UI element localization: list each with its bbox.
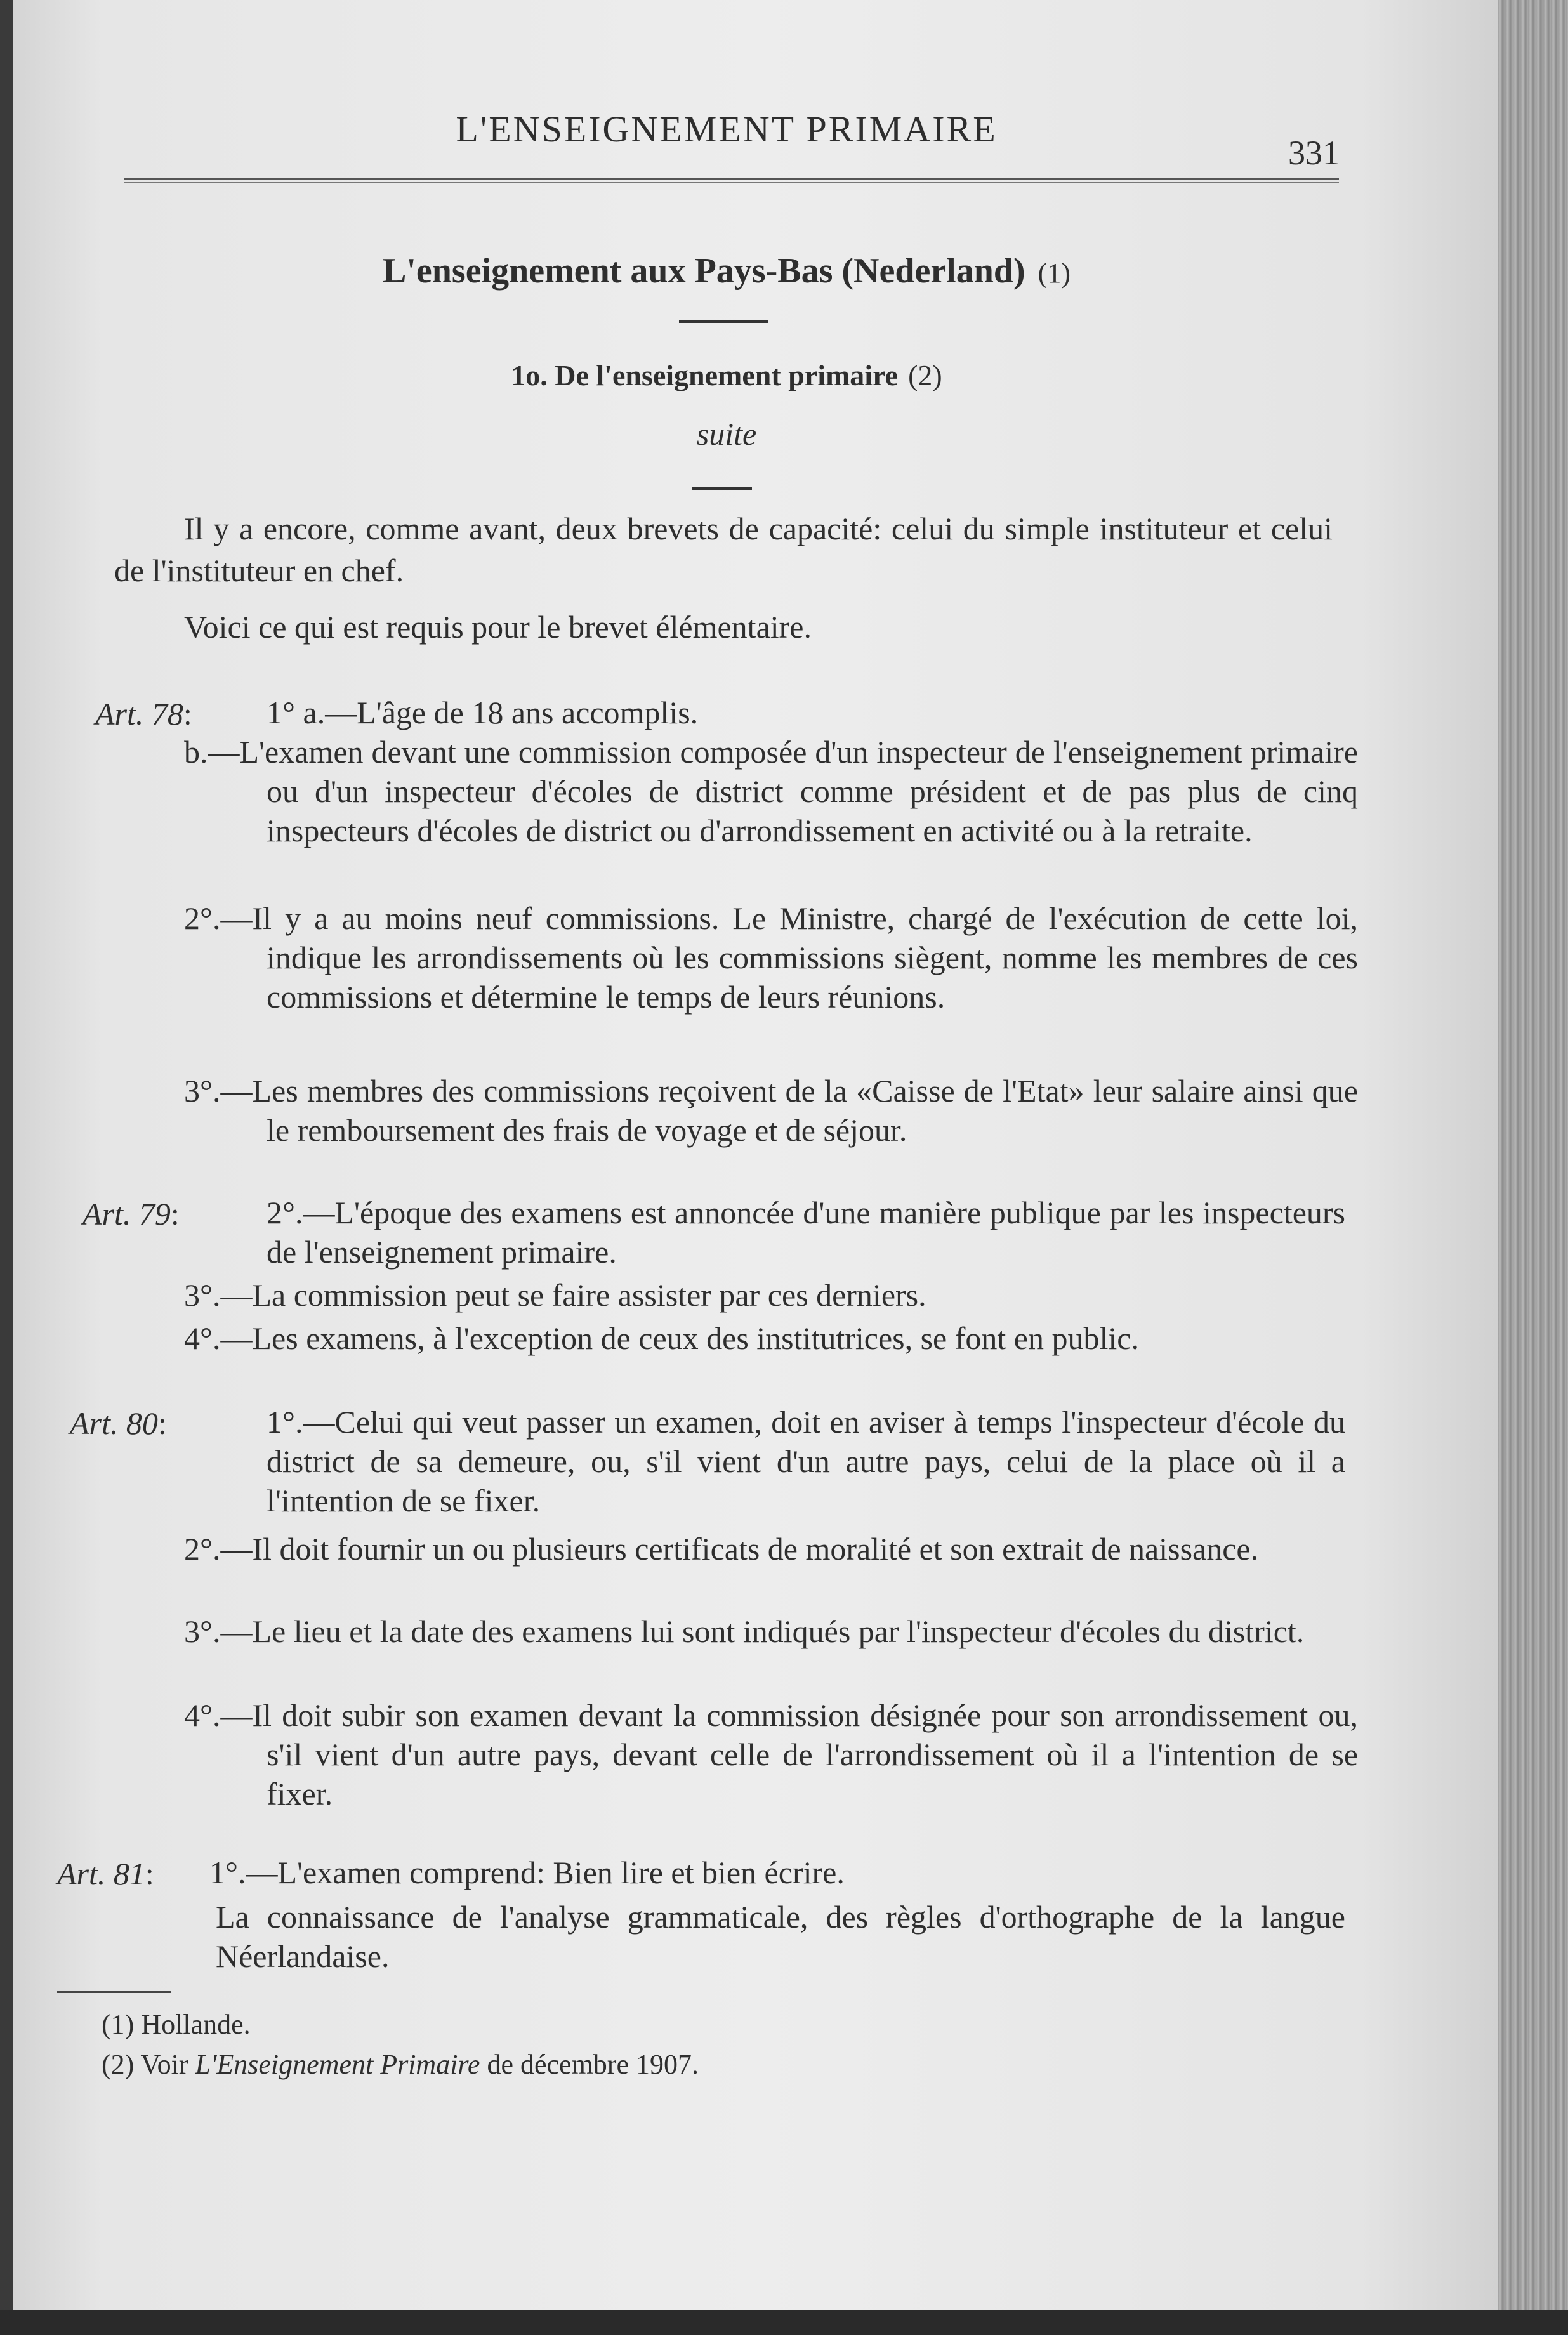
article-item: La connaissance de l'analyse grammaticale, des règles d'orthographe de la langue Néerlandaise. [216,1899,1345,1974]
footnote-1-text: Hollande. [141,2009,251,2040]
article-item [184,732,1358,850]
article-item: 1°.—Celui qui veut passer un examen, doit en aviser à temps l'inspecteur d'école du district de sa demeure, ou, s'il vient d'un autre pays, celui de la place où il a l'intention de se fixer. [267,1404,1345,1518]
title-note-ref: (1) [1038,258,1071,289]
article-item: 1°.—L'examen comprend: Bien lire et bien écrire. [209,1855,845,1890]
article-label-text: Art. 81 [57,1856,145,1891]
article-title-text: L'enseignement aux Pays-Bas (Nederland) [383,251,1025,291]
article-item: 1° a.—L'âge de 18 ans accomplis. [267,695,699,730]
footnote-2-marker: (2) [102,2049,135,2080]
footnote-2 [102,2048,699,2081]
article-item [184,1275,1358,1315]
article-label-text: Art. 80 [70,1405,158,1441]
suite-label: suite [696,416,757,452]
article-title [13,251,1440,291]
footnote-1 [102,2008,251,2041]
article-label: Art. 78: [95,696,192,732]
title-divider [679,320,768,323]
article-item-text: 4°.—Les examens, à l'exception de ceux des institutrices, se font en public. [184,1320,1139,1356]
article-item [184,1529,1358,1569]
page-number: 331 [1288,134,1340,172]
section-heading-text: 1o. De l'enseignement primaire [511,359,899,391]
article-item-text: 4°.—Il doit subir son examen devant la commission désignée pour son arrondissement ou, s'il vient d'un autre pays, devant celle de l'arrondissement où il a l'intention de se fixer. [184,1697,1358,1812]
article-item-text: 2°.—Il doit fournir un ou plusieurs certificats de moralité et son extrait de naissance. [184,1531,1259,1567]
footnote-rule [57,1991,171,1993]
book-page [13,0,1510,2335]
footnote-2-suffix: de décembre 1907. [487,2049,699,2080]
footnote-2-title: L'Enseignement Primaire [195,2049,480,2080]
article-item [184,1071,1358,1150]
article-item-text: 3°.—Le lieu et la date des examens lui sont indiqués par l'inspecteur d'écoles du district. [184,1614,1305,1649]
article-item: 2°.—L'époque des examens est annoncée d'une manière publique par les inspecteurs de l'enseignement primaire. [267,1195,1345,1270]
suite-divider [692,487,752,490]
intro-paragraph: Voici ce qui est requis pour le brevet élémentaire. [184,609,812,645]
header-rule [124,178,1339,183]
footnote-1-marker: (1) [102,2009,135,2040]
scan-bottom-border [0,2310,1568,2335]
section-note-ref: (2) [908,359,942,391]
intro-paragraph: Il y a encore, comme avant, deux brevets de capacité: celui du simple instituteur et celui de l'instituteur en chef. [114,511,1333,588]
article-label: Art. 79: [82,1196,180,1232]
article-label-text: Art. 78 [95,696,183,732]
footnote-2-prefix: Voir [140,2049,188,2080]
article-item-text: 2°.—Il y a au moins neuf commissions. Le Ministre, chargé de l'exécution de cette loi, indique les arrondissements où les commissions siègent, nomme les membres de ces commissions et détermine le temps de leurs réunions. [184,900,1358,1015]
page-edge-stack [1498,0,1568,2335]
article-label: Art. 81: [57,1856,154,1891]
article-item-text: 3°.—Les membres des commissions reçoivent de la «Caisse de l'Etat» leur salaire ainsi que le remboursement des frais de voyage et de séjour. [184,1073,1358,1148]
article-item-text: b.—L'examen devant une commission composée d'un inspecteur de l'enseignement primaire ou d'un inspecteur d'écoles de district comme président et de pas plus de cinq inspecteurs d'écoles de district ou d'arrondissement en activité ou à la retraite. [184,734,1358,848]
article-item [184,1319,1358,1358]
article-item [184,1612,1358,1651]
article-label-text: Art. 79 [82,1196,171,1232]
article-item [184,1695,1358,1813]
running-title: L'ENSEIGNEMENT PRIMAIRE [456,109,998,150]
section-heading [13,358,1440,392]
article-label: Art. 80: [70,1405,167,1441]
article-item-text: 3°.—La commission peut se faire assister par ces derniers. [184,1277,926,1313]
article-item [184,898,1358,1016]
